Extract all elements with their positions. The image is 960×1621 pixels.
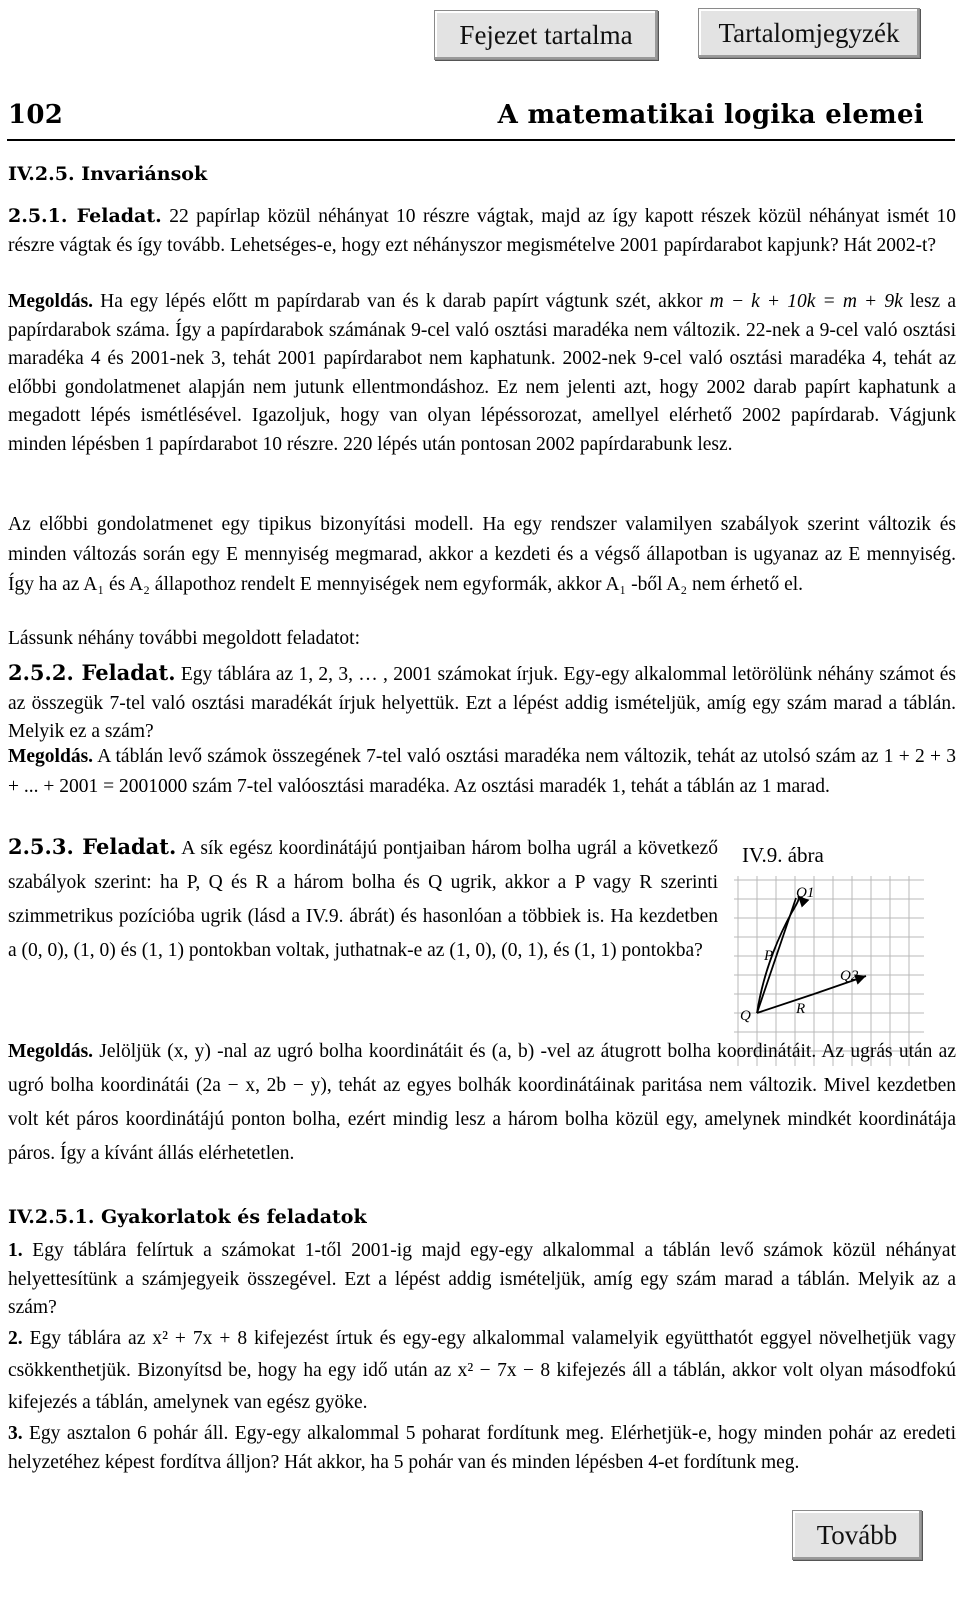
exercise-number: 2. xyxy=(8,1328,23,1349)
task-2-solution-text: A táblán levő számok összegének 7-tel való osztási maradéka nem változik, tehát az utolsó szám az 1 + 2 + 3 + ... + 2001 = 2001000 szám 7-tel valóosztási maradéka. Az osztási maradék 1, tehát a táblán az 1 marad. xyxy=(8,746,956,797)
label-r: R xyxy=(796,1001,806,1017)
header-rule xyxy=(7,139,955,141)
task-1-text: 22 papírlap közül néhányat 10 részre vágtak, majd az így kapott részek közül néhányat ismét 10 részre vágtak és így tovább. Lehetséges-e, hogy ezt néhányszor megismételve 2001 papírdarabot kapjunk? Hát 2002-t? xyxy=(8,206,956,256)
task-1-label: 2.5.1. Feladat. xyxy=(8,205,162,227)
task-1-solution xyxy=(8,288,956,459)
page-number: 102 xyxy=(8,100,64,130)
task-3-solution-text: Jelöljük (x, y) -nal az ugró bolha koordinátáit és (a, b) -vel az átugrott bolha koordinátáit. Az ugrás után az ugró bolha koordinátái (2a − x, 2b − y), tehát az egyes bolhák koordinátáinak paritása nem változik. Mivel kezdetben volt két páros koordinátájú ponton bolha, ezért mindig lesz a három bolha közül egy, amelynek mindkét koordinátája páros. Így a kívánt állás elérhetetlen. xyxy=(8,1041,956,1164)
next-button[interactable]: Tovább xyxy=(792,1510,922,1560)
chapter-contents-button[interactable]: Fejezet tartalma xyxy=(434,10,658,60)
task-2-solution xyxy=(8,742,956,802)
task-1 xyxy=(8,202,956,260)
task-3-label: 2.5.3. Feladat. xyxy=(8,834,177,859)
table-of-contents-button[interactable]: Tartalomjegyzék xyxy=(698,8,920,58)
invariant-note: Az előbbi gondolatmenet egy tipikus bizonyítási modell. Ha egy rendszer valamilyen szabályok szerint változik és minden változás során egy E mennyiség megmarad, akkor a kezdeti és a végső állapotban is ugyanaz az E mennyiség. Így ha az A₁ és A₂ állapothoz rendelt E mennyiségek nem egyformák, akkor A₁ -ből A₂ nem érhető el. xyxy=(8,514,956,595)
solution-label: Megoldás. xyxy=(8,291,94,312)
solution-label: Megoldás. xyxy=(8,1041,94,1062)
solution-part-1: Ha egy lépés előtt m papírdarab van és k darab papírt vágtunk szét, akkor xyxy=(93,291,710,312)
task-3-solution xyxy=(8,1035,956,1171)
exercise-number: 3. xyxy=(8,1423,23,1444)
exercise-1 xyxy=(8,1237,956,1323)
exercise-text: Egy táblára felírtuk a számokat 1-től 2001-ig majd egy-egy alkalommal a táblán levő számok közül néhányat helyettesítünk a számjegyeik összegével. Ezt a lépést addig ismételjük, amíg egy szám marad a táblán. Melyik az a szám? xyxy=(8,1240,956,1318)
invariant-lead: Lássunk néhány további megoldott feladatot: xyxy=(8,628,360,649)
chapter-title: A matematikai logika elemei xyxy=(497,100,924,130)
exercise-3 xyxy=(8,1420,956,1477)
label-q1: Q1 xyxy=(796,885,815,901)
jump-line-q-to-r xyxy=(757,994,814,1013)
exercises-title: IV.2.5.1. Gyakorlatok és feladatok xyxy=(8,1206,367,1228)
solution-label: Megoldás. xyxy=(8,746,94,767)
task-2-text: Egy táblára az 1, 2, 3, … , 2001 számokat írjuk. Egy-egy alkalommal letörölünk néhány számot és az összegük 7-tel való osztási maradékát írjuk helyettük. Ezt a lépést addig ismételjük, amíg egy szám marad a táblán. Melyik ez a szám? xyxy=(8,664,956,742)
task-3 xyxy=(8,830,718,968)
section-title: IV.2.5. Invariánsok xyxy=(8,163,208,185)
task-3-text: A sík egész koordinátájú pontjaiban három bolha ugrál a következő szabályok szerint: ha P, Q és R a három bolha és Q ugrik, akkor a P vagy R szerinti szimmetrikus pozícióba ugrik (lásd a IV.9. ábrát) és hasonlóan a többiek is. Ha kezdetben a (0, 0), (1, 0) és (1, 1) pontokban voltak, juthatnak-e az (1, 0), (0, 1), és (1, 1) pontokba? xyxy=(8,838,718,961)
solution-part-2: lesz a papírdarabok száma. Így a papírdarabok számának 9-cel való osztási maradéka nem változik. 22-nek a 9-cel való osztási maradéka 4 és 2001-nek 3, tehát 2001 papírdarabot nem kaphatunk. 2002-nek 9-cel való osztási maradéka 4, tehát az előbbi gondolatmenet alapján nem jutunk ellentmondáshoz. Ez nem jelenti azt, hogy 2002 darab papírt kaphatunk a megadott lépés ismétlésével. Igazoljuk, hogy van olyan lépéssorozat, amellyel elérhető 2002 papírdarab. Vágjunk minden lépésben 1 papírdarabot 10 részre. 220 lépés után pontosan 2002 papírdarabunk lesz. xyxy=(8,291,956,455)
exercise-number: 1. xyxy=(8,1240,23,1261)
label-p: P xyxy=(764,948,774,964)
label-q: Q xyxy=(740,1008,751,1024)
exercise-text: Egy táblára az x² + 7x + 8 kifejezést írtuk és egy-egy alkalommal valamelyik együtthatót eggyel növelhetjük vagy csökkenthetjük. Bizonyítsd be, hogy ha egy idő után az x² − 7x − 8 kifejezés áll a táblán, akkor volt olyan másodfokú kifejezés a táblán, amelynek van egész gyöke. xyxy=(8,1328,956,1413)
formula: m − k + 10k = m + 9k xyxy=(709,291,903,312)
exercise-2 xyxy=(8,1323,956,1419)
task-2-label: 2.5.2. Feladat. xyxy=(8,660,176,685)
label-q2: Q2 xyxy=(840,968,859,984)
task-2 xyxy=(8,659,956,747)
exercise-text: Egy asztalon 6 pohár áll. Egy-egy alkalommal 5 poharat fordítunk meg. Elérhetjük-e, hogy minden pohár az eredeti helyzetéhez képest fordítva álljon? Hát akkor, ha 5 pohár van és minden lépésben 4-et fordítunk meg. xyxy=(8,1423,956,1473)
figure-caption: IV.9. ábra xyxy=(742,843,824,867)
